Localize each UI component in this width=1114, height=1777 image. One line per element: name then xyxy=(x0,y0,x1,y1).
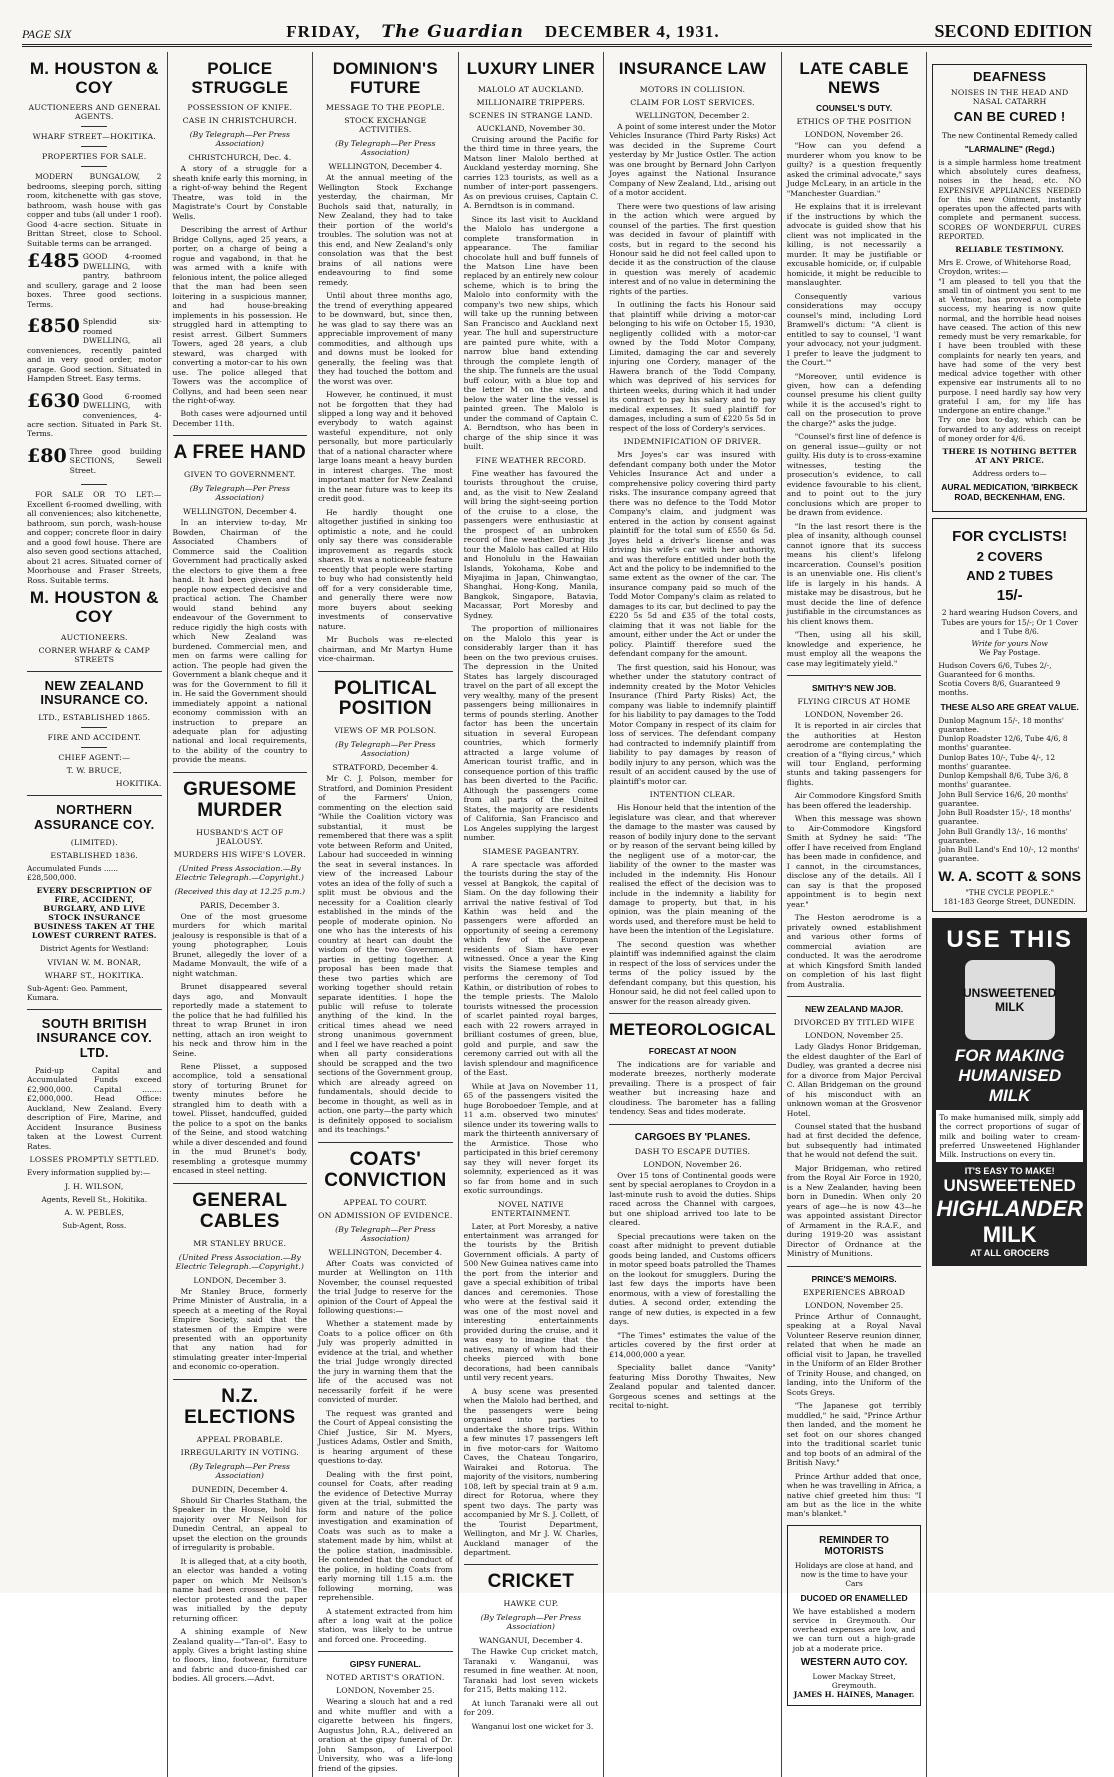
subhead: GIVEN TO GOVERNMENT. xyxy=(184,470,296,480)
article-paragraph: A rare spectacle was afforded the tourists during the stay of the vessel at Bangkok, the capital of Siam. On the day following their arrival the native festival of Tod Kathin was held and the passengers were afforded an opportunity of seeing a ceremony which few of the European residents of Siam have ever witnessed. Once a year the King visits the Siamese temples and performs the ceremony of Tod Kathin, or distribution of robes to the temple priests. The Malolo tourists witnessed the procession of scarlet painted royal barges, each with 22 rowers arrayed in brilliant costumes of green, blue, gold and purple, and saw the ceremony carried out with all the lavish splendour and magnificence of the East. xyxy=(463,859,599,1078)
column-3 xyxy=(313,52,459,1777)
ad-auctioneers: AUCTIONEERS AND GENERAL AGENTS. xyxy=(28,103,161,122)
divider xyxy=(464,1564,599,1565)
subhead: FINE WEATHER RECORD. xyxy=(475,455,587,465)
article-paragraph: The first question, said his Honour, was whether under the statutory contract of indemnity created by the Motor Vehicles Insurance (Third Party Risks) Act, the company was liable to indemnify plaintiff for his liability to pay damages to the Todd Motor Company in respect of its claim for loss of services. The defendant company had contracted to indemnify plaintiff from liability to pay damages by reason of bodily injury to any person, which was the result of an accident caused by the use of plaintiff's motor car. xyxy=(609,662,776,786)
headline-cricket: CRICKET xyxy=(487,1571,575,1593)
ad-houston-title: M. HOUSTON & COY xyxy=(29,59,159,97)
ad-nz-insurance: NEW ZEALAND INSURANCE CO. xyxy=(40,677,149,707)
price-485: £485 xyxy=(27,250,80,273)
article-paragraph: The indications are for variable and moderate breezes, northerly moderate prevailing. There is a prospect of fair weather but increasing haze and cloudiness. The barometer has a falling tendency. Seas and tides moderate. xyxy=(609,1060,776,1117)
milk-highlander: HIGHLANDER xyxy=(936,1196,1083,1222)
ad-properties: PROPERTIES FOR SALE. xyxy=(42,152,147,162)
article-paragraph: When this message was shown to Air-Commodore Kingsford Smith at Sydney he said: "The offer I have received from England has been made in confidence, and I cannot, in the circumstances, disclose any of the details. All I can say is that the proposed appointment is to begin next year." xyxy=(786,814,922,909)
divider xyxy=(318,1142,453,1143)
article-paragraph: There were two questions of law arising in the action which were argued by counsel of the parties. The first question was decided in favour of plaintiff with costs, but in regard to the second his Honour said he did not feel called upon to decide it as the construction of the clause in question was merely of academic interest and of no value in determining the rights of the parties. xyxy=(609,201,776,296)
divider xyxy=(173,772,308,773)
ad-deafness xyxy=(932,64,1087,512)
scott-address: 181-183 George Street, DUNEDIN. xyxy=(943,896,1076,906)
headline-political-position: POLITICAL POSITION xyxy=(333,677,437,720)
western-auto: WESTERN AUTO COY. xyxy=(800,1656,908,1668)
dateline: LONDON, November 26. xyxy=(643,1159,742,1169)
headline-meteorological: METEOROLOGICAL xyxy=(609,1020,776,1040)
divider xyxy=(318,671,453,672)
ad-northern-assurance: NORTHERN ASSURANCE COY. xyxy=(34,802,155,832)
price-list-item: Dunlop Bates 10/-, Tube 4/-, 12 months' guarantee. xyxy=(938,752,1056,771)
price-list-item: Dunlop Kempshall 8/6, Tube 3/6, 8 months' guarantee. xyxy=(938,771,1069,790)
article-paragraph: Over 15 tons of Continental goods were sent by special aeroplanes to Croydon in a last-minute rush to avoid the duties. Ships raced across the Channel with cargoes, but one shipload arrived too late to be cleared. xyxy=(609,1170,776,1228)
byline: (By Telegraph—Per Press Association) xyxy=(480,1613,582,1632)
subhead: MESSAGE TO THE PEOPLE. xyxy=(325,103,445,113)
subhead: ON ADMISSION OF EVIDENCE. xyxy=(318,1210,453,1220)
northern-wharf: WHARF ST., HOKITIKA. xyxy=(44,970,144,980)
article-paragraph: Counsel stated that the husband had at first decided the defence, but subsequently had intimated that he would not defend the suit. xyxy=(786,1122,922,1160)
divider xyxy=(81,166,107,167)
advertisement-tanol: A shining example of New Zealand quality—"Tan-ol". Easy to apply. Gives a bright lasting shine to floors, lino, footwear, furniture and fabric and duco-finished car bodies. All grocers.—Advt. xyxy=(172,1627,308,1684)
cyclists-price: 15/- xyxy=(996,587,1023,605)
milk-unsweetened: UNSWEETENED xyxy=(943,1176,1076,1196)
article-paragraph: Air Commodore Kingsford Smith has been offered the leadership. xyxy=(786,791,922,810)
south-british-wilson: J. H. WILSON, xyxy=(64,1181,124,1191)
dateline: LONDON, December 3. xyxy=(193,1275,287,1285)
article-paragraph: Since its last visit to Auckland the Malolo has undergone a complete transformation in appearance. The familiar chocolate hull and buff funnels of the Matson Line have been replaced by an entirely new colour scheme, which is to bring the Malolo into conformity with the company's two new ships, which will take up the running between San Francisco and Auckland next year. The hull and superstructure are painted pure white, with a narrow blue band extending through the complete length of the ship. The funnels are the usual buff colour, with a blue top and the letter M on the side, and below the water line the vessel is painted green. The Malolo is under the command of Captain C. A. Berndtson, who has been in charge of the ship since it was built. xyxy=(463,214,599,452)
edition-label: SECOND EDITION xyxy=(934,21,1092,41)
page-number: PAGE SIX xyxy=(22,27,72,41)
milk-for-making: FOR MAKING xyxy=(954,1046,1065,1066)
subhead: COUNSEL'S DUTY. xyxy=(815,103,893,114)
divider xyxy=(27,795,162,796)
divider xyxy=(81,747,107,748)
listing-bungalow: MODERN BUNGALOW, 2 bedrooms, sleeping porch, sitting room, kitchenette with gas stove, bathroom, wash house with gas copper and tubs (all under 1 roof). Good 4-acre section. Situate in Brittan Street, close to School. Suitable terms can be arranged. xyxy=(27,172,162,248)
northern-vivian: VIVIAN W. M. BONAR, xyxy=(47,957,142,967)
headline-insurance-law: INSURANCE LAW xyxy=(618,59,767,78)
article-paragraph: "Then, using all his skill, knowledge and experience, he must employ all the weapons the case may legitimately yield." xyxy=(786,630,922,668)
headline-general-cables: GENERAL CABLES xyxy=(192,1189,288,1232)
deafness-address-label: Address orders to— xyxy=(972,469,1047,479)
article-paragraph: A story of a struggle for a sheath knife early this morning, in a right-of-way behind the Regent Theatre, was told in the Magistrate's Court by Constable Wells. xyxy=(172,164,308,221)
cyclists-tubes: AND 2 TUBES xyxy=(966,568,1053,584)
headline-nz-elections: N.Z. ELECTIONS xyxy=(184,1385,296,1428)
reminder-title: REMINDER TO MOTORISTS xyxy=(819,1534,889,1557)
article-paragraph: Describing the arrest of Arthur Bridge Collyns, aged 25 years, a porter, on a charge of being a rogue and vagabond, in that he was armed with a knife with felonious intent, the police alleged that the man had been seen loitering in a suspicious manner, and had house-breaking implements in his possession. He struggled hard in attempting to resist arrest. Gilbert Summers Towers, aged 28 years, a club steward, was charged with converting a motor-car to his own use. The police alleged that Towers was the accomplice of Collyns, and had been seen near the right-of-way. xyxy=(172,225,308,405)
milk-word: MILK xyxy=(982,1222,1037,1248)
divider xyxy=(609,1013,776,1014)
northern-subagent: Sub-Agent: Geo. Pamment, Kumara. xyxy=(27,983,128,1002)
divider xyxy=(81,727,107,728)
milk-can-label: UNSWEETENED MILK xyxy=(962,986,1057,1015)
article-paragraph: In outlining the facts his Honour said that plaintiff while driving a motor-car belonging to his wife on October 15, 1930, negligently collided with a motor-car owned by the Todd Motor Company, Limited, damaging the car and severely injuring one Cordery, manager of the Hawera branch of the Todd Company, which was deprived of his services for thirteen weeks, during which it had under its contract to pay his salary and to pay medical expenses. It sued plaintiff for damages, including a sum of £220 5s 5d in respect of the loss of Cordery's services. xyxy=(609,300,776,433)
divider xyxy=(318,1651,453,1652)
article-paragraph: One of the most gruesome murders for which marital jealousy is responsible is that of a young photographer, Louis Brunet, allegedly the lover of a Madame Monvault, the wife of a night watchman. xyxy=(172,911,308,978)
issue-day: FRIDAY, xyxy=(286,22,361,41)
price-list-item: Dunlop Magnum 15/-, 18 months' guarantee. xyxy=(938,715,1064,734)
byline: (United Press Association.—By Electric Telegraph.—Copyright.) xyxy=(175,863,304,882)
article-paragraph: "Moreover, until evidence is given, how can a defending counsel presume his client guilty while it is the accused's right to call on the prosecution to prove the charge?" asks the judge. xyxy=(786,371,922,428)
ad-wharf: WHARF STREET—HOKITIKA. xyxy=(32,132,156,142)
subhead: ETHICS OF THE POSITION xyxy=(796,117,912,127)
dateline: CHRISTCHURCH, Dec. 4. xyxy=(188,153,292,163)
article-paragraph: Prince Arthur of Connaught, speaking at a Royal Naval Volunteer Reserve reunion dinner, related that when he made an official visit to Japan, he travelled in the Uniform of an Elder Brother of Trinity House, and changed, on landing, into the Uniform of the Scots Greys. xyxy=(786,1311,922,1397)
article-paragraph: Brunet disappeared several days ago, and Monvault reportedly made a statement to the police that he had fulfilled his threat to wrap Brunet in iron netting, attach an iron weight to his neck and throw him in the Seine. xyxy=(172,982,308,1058)
headline-coats-conviction: COATS' CONVICTION xyxy=(324,1148,447,1191)
listing-850 xyxy=(27,317,162,383)
column-6 xyxy=(782,52,928,1777)
scott-sons: W. A. SCOTT & SONS xyxy=(938,867,1081,884)
milk-humanised: HUMANISED MILK xyxy=(958,1066,1062,1106)
article-paragraph: A point of some interest under the Motor Vehicles Insurance (Third Party Risks) Act was decided in the Supreme Court yesterday by Mr Justice Ostler. The action was one brought by Bernard John Carlyon Joyes against the National Insurance Company of New Zealand, Ltd., arising out of a motor accident. xyxy=(609,121,776,198)
cyclists-title: FOR CYCLISTS! xyxy=(952,528,1068,546)
listing-for-sale: FOR SALE OR TO LET:—Excellent 6-roomed dwelling, with all conveniences; also kitchenette, bathroom, sun porch, wash-house and copper; concrete floor in dairy and a good fowl house. There are also seven good sections attached, about 21 acres. Situated corner of Moorhouse and Fraser Streets, Ross. Suitable terms. xyxy=(27,490,162,585)
article-paragraph: Wanganui lost one wicket for 3. xyxy=(471,1721,594,1731)
article-paragraph: "In the last resort there is the plea of insanity, although counsel cannot ignore that its success means his client's lifelong incarceration. Counsel's position is an unenviable one. His client's life is largely in his hands. A mistake may be disastrous, but he must decide the line of defence justifiable in the circumstances as his client knows them. xyxy=(786,521,922,626)
subhead: VIEWS OF MR POLSON. xyxy=(334,726,437,736)
subhead: INTENTION CLEAR. xyxy=(649,790,736,800)
cyclists-postage: We Pay Postage. xyxy=(979,648,1041,658)
scott-cycle-people: "THE CYCLE PEOPLE." xyxy=(965,887,1054,897)
northern-funds: Accumulated Funds ...... £28,500,000. xyxy=(27,863,118,883)
subhead: STOCK EXCHANGE ACTIVITIES. xyxy=(344,116,427,135)
byline: (By Telegraph—Per Press Association) xyxy=(335,1224,436,1243)
ad-south-british: SOUTH BRITISH INSURANCE COY. LTD. xyxy=(36,1016,152,1060)
subhead: NOVEL NATIVE ENTERTAINMENT. xyxy=(491,1199,571,1218)
deafness-title: DEAFNESS xyxy=(973,69,1047,84)
price-list-item: John Bull Service 16/6, 20 months' guarantee. xyxy=(938,789,1069,808)
divider xyxy=(81,484,107,485)
article-paragraph: The Heston aerodrome is a privately owned establishment and various other forms of commercial aviation are conducted. It was the aerodrome at which Kingsford Smith landed on completion of his last flight from Australia. xyxy=(786,913,922,989)
reminder-duco: DUCOED OR ENAMELLED xyxy=(800,1592,908,1603)
nz-ins-bruce: T. W. BRUCE, xyxy=(66,766,122,776)
headline-cargoes: CARGOES BY 'PLANES. xyxy=(634,1131,751,1143)
article-paragraph: At the annual meeting of the Wellington Stock Exchange yesterday, the chairman, Mr Buchols said that, naturally, in New Zealand, they had to take their portion of the world's troubles. The solution was not at this end, and New Zealand's only consolation was that the best brains of all nations were endeavouring to find some remedy. xyxy=(318,173,453,287)
article-paragraph: A statement extracted from him after a long wait at the police station, was likely to be untrue and forced one. Proceeding. xyxy=(318,1606,453,1644)
dateline: LONDON, November 26. xyxy=(804,130,904,140)
deafness-nothing-better: THERE IS NOTHING BETTER AT ANY PRICE. xyxy=(942,447,1077,466)
subhead: SIAMESE PAGEANTRY. xyxy=(482,846,580,856)
price-850: £850 xyxy=(27,315,80,338)
deafness-aural: AURAL MEDICATION, 'BIRKBECK ROAD, BECKENHAM, ENG. xyxy=(941,482,1079,503)
subhead: MILLIONAIRE TRIPPERS. xyxy=(476,97,586,107)
milk-instructions: To make humanised milk, simply add the correct proportions of sugar of milk and boiling water to cream-preferred Unsweetened Highlander Milk. Instructions on every tin. xyxy=(936,1110,1083,1162)
deafness-crowe: Mrs E. Crowe, of Whitehorse Road, Croydon, writes:— xyxy=(938,258,1072,277)
article-paragraph: However, he continued, it must not be forgotten that they had slipped a long way and it behoved everybody to watch against wasteful expenditure, not only personally, but more particularly that of a national character where large loans meant a heavy burden in interest charges. The most important matter for New Zealand in the near future was to keep its credit good. xyxy=(318,390,453,504)
deafness-new-remedy: The new Continental Remedy called xyxy=(941,130,1078,140)
subhead: DASH TO ESCAPE DUTIES. xyxy=(634,1146,751,1156)
article-paragraph: He hardly thought one altogether justified in sinking too optimistic a note, and he could only say there was considerable improvement as regards stock shares. It was a noticeable feature recently that people were starting to buy who had consistently held off for a very considerable time, and generally there were now more buyers about seeking investments of conservative nature. xyxy=(318,507,453,631)
article-paragraph: "How can you defend a murderer whom you know to be guilty? is a question frequently asked the criminal advocate," says Judge McLeary, in an article in the "Manchester Guardian." xyxy=(786,141,922,198)
dateline: WELLINGTON, December 2. xyxy=(635,110,750,120)
column-2 xyxy=(168,52,314,1777)
cyclists-also: THESE ALSO ARE GREAT VALUE. xyxy=(940,701,1079,712)
article-paragraph: Fine weather has favoured the tourists throughout the cruise, and, as the visit to New Zealand will bring the sight-seeing portion of the cruise to a close, the passengers were enthusiastic at the prospect of an unbroken record of fine weather. During its tour the Malolo has called at Hilo and Honolulu in the Hawaiian Islands, Yokohama, Kobe and Miyajima in Japan, Chinwangtao, Shanghai, Hong-Kong, Manila, Bangkok, Singapore, Batavia, Macassar, Port Moresby and Sydney. xyxy=(463,468,599,620)
article-paragraph: It is reported in air circles that the authorities at Heston aerodrome are contemplating the creation of a "flying circus," which will tour England, performing stunts and taking passengers for flights. xyxy=(786,721,922,787)
price-list-item: John Bull Land's End 10/-, 12 months' guarantee. xyxy=(938,845,1080,864)
byline: (By Telegraph—Per Press Association) xyxy=(335,740,436,759)
milk-use-this: USE THIS xyxy=(946,926,1073,954)
subhead: FLYING CIRCUS AT HOME xyxy=(797,697,911,707)
subhead: IRREGULARITY IN VOTING. xyxy=(180,1447,299,1457)
byline: (By Telegraph—Per Press Association) xyxy=(189,1461,291,1480)
subhead: APPEAL TO COURT. xyxy=(343,1197,428,1207)
ad-houston-title-2: M. HOUSTON & COY xyxy=(29,588,159,626)
article-paragraph: Mr Buchols was re-elected chairman, and Mr Martyn Hume vice-chairman. xyxy=(318,635,453,664)
byline: (By Telegraph—Per Press Association) xyxy=(189,484,291,503)
divider xyxy=(27,1009,162,1010)
headline-late-cable-news: LATE CABLE NEWS xyxy=(799,59,909,97)
listing-485 xyxy=(27,252,162,309)
divider xyxy=(81,146,107,147)
nz-ins-established: LTD., ESTABLISHED 1865. xyxy=(38,713,151,723)
byline: (By Telegraph—Per Press Association) xyxy=(189,130,291,149)
listing-630 xyxy=(27,389,162,439)
article-paragraph: The request was granted and the Court of Appeal consisting the Chief Justice, Sir M. Myers, Justices Adams, Ostler and Smith, is hearing argument of these questions to-day. xyxy=(318,1408,453,1466)
subhead: EXPERIENCES ABROAD xyxy=(802,1287,906,1297)
dateline: WELLINGTON, December 4. xyxy=(328,1247,443,1257)
reminder-body: Holidays are close at hand, and now is the time to have your Cars xyxy=(794,1560,914,1589)
subhead: CASE IN CHRISTCHURCH. xyxy=(182,116,297,126)
dateline: PARIS, December 3. xyxy=(199,900,280,910)
south-british-pebles: A. W. PEBLES, xyxy=(64,1207,125,1217)
article-paragraph: Consequently various considerations may occupy counsel's mind, including Lord Bramwell's dictum: "A client is entitled to say to counsel, 'I want your advocacy, not your judgment. I prefer to leave the judgment to the Court.'" xyxy=(786,291,922,368)
deafness-cured: CAN BE CURED ! xyxy=(953,109,1066,125)
ad-for-cyclists xyxy=(932,518,1087,912)
cyclists-hudson-covers: Hudson Covers 6/6, Tubes 2/-, Guaranteed for 6 months. xyxy=(938,660,1052,679)
divider xyxy=(173,1379,308,1380)
subhead: APPEAL PROBABLE. xyxy=(196,1434,283,1444)
subhead: MURDERS HIS WIFE'S LOVER. xyxy=(173,849,306,859)
milk-can-icon xyxy=(962,960,1057,1040)
price-list-item: Dunlop Roadster 12/6, Tube 4/6, 8 months' guarantee. xyxy=(938,734,1068,753)
northern-established: ESTABLISHED 1836. xyxy=(50,850,139,860)
cyclists-scotia: Scotia Covers 8/6, Guaranteed 9 months. xyxy=(938,679,1061,698)
divider xyxy=(787,675,922,676)
divider xyxy=(787,996,922,997)
article-paragraph: Major Bridgeman, who retired from the Royal Air Force in 1920, is a New Zealander, having been born in Dunedin. When only 20 years of age—he is now 43—he was appointed assistant Director of Armament in the R.A.F., and during 1919-20 was assistant Director of Ordnance at the Ministry of Munitions. xyxy=(786,1163,922,1259)
milk-easy: IT'S EASY TO MAKE! xyxy=(964,1166,1055,1177)
article-paragraph: After Coats was convicted of murder at Wellington on 11th November, the counsel requested the trial Judge to reserve for the opinion of the Court of Appeal the following questions:— xyxy=(318,1258,453,1315)
northern-description: EVERY DESCRIPTION OF FIRE, ACCIDENT, BURGLARY, AND LIVE STOCK INSURANCE BUSINESS TAKEN AT THE LOWEST CURRENT RATES. xyxy=(31,886,157,941)
article-paragraph: His Honour held that the intention of the legislature was clear, and that wherever the damage to the master was caused by reason of bodily injury done to the servant or by reason of the servant being killed by the negligent use of a motor-car, the liability of the owner to the master was included in the indemnity. His Honour realised the effect of the decision was to include in the indemnity a liability for damage to property, but that, in his opinion, was the plain meaning of the words used, and therefore must be held to have been the intention of the Legislature. xyxy=(609,803,776,936)
column-7 xyxy=(927,52,1092,1777)
paper-name: The Guardian xyxy=(381,22,524,42)
article-paragraph: Special precautions were taken on the coast after midnight to prevent dutiable goods being landed, and Customs officers in motor speed boats patrolled the Thames on the lookout for smugglers. During the last few days the imports have been enormous, with a view of forestalling the duties. A second order, extending the range of new duties, is expected in a few days. xyxy=(609,1231,776,1327)
column-4 xyxy=(459,52,605,1777)
deafness-try: Try one box to-day, which can be forwarded to any address on receipt of money order for 4/6. xyxy=(938,415,1081,443)
subhead: HAWKE CUP. xyxy=(503,1599,559,1609)
listing-80-text: Three good building SECTIONS, Sewell Street. xyxy=(69,446,162,475)
subhead: POSSESSION OF KNIFE. xyxy=(187,103,293,113)
dateline: WELLINGTON, December 4. xyxy=(183,507,297,517)
article-paragraph: A busy scene was presented when the Malolo had berthed, and the passengers were being organised into parties to undertake the shore trips. Within a few minutes 17 passengers left in five motor-cars for Waitomo Caves, the Chateau Tongariro, Wairakei and Rotorua. The majority of the visitors, numbering 108, left by special train at 9 a.m. direct for Rotorua, where they spent two days. The party was accompanied by Mr S. J. Collett, of the Tourist Department, Wellington, and Mr J. W. Charles, Auckland manager of the department. xyxy=(463,1386,599,1557)
cyclists-hudson: 2 hard wearing Hudson Covers, and Tubes are yours for 15/-; Or 1 Cover and 1 Tube 8/6. xyxy=(941,608,1078,636)
price-80: £80 xyxy=(27,444,67,467)
column-1 xyxy=(22,52,168,1777)
headline-dominions-future: DOMINION'S FUTURE xyxy=(332,59,438,97)
deafness-simple: is a simple harmless home treatment which absolutely cures deafness, noises in the head, etc. NO EXPENSIVE APPLIANCES NEEDED for this new Ointment, instantly operates upon the affected parts with complete and permanent success. SCORES OF WONDERFUL CURES REPORTED. xyxy=(938,157,1081,241)
article-paragraph: Both cases were adjourned until December 11th. xyxy=(172,409,308,428)
divider xyxy=(27,671,162,672)
south-british-subross: Sub-Agent, Ross. xyxy=(62,1220,127,1230)
divider xyxy=(787,1266,922,1267)
article-paragraph: "The Times" estimates the value of the articles covered by the first order at £14,000,000 a year. xyxy=(609,1330,776,1359)
dateline: LONDON, November 25. xyxy=(336,1686,435,1696)
subhead: MR STANLEY BRUCE. xyxy=(193,1238,287,1248)
issue-line xyxy=(286,22,719,42)
issue-date: DECEMBER 4, 1931. xyxy=(544,22,720,41)
northern-district: District Agents for Westland: xyxy=(39,944,149,954)
subhead: MALOLO AT AUCKLAND. xyxy=(477,84,584,94)
headline-free-hand: A FREE HAND xyxy=(173,442,307,464)
south-british-losses: LOSSES PROMPTLY SETTLED. xyxy=(29,1155,160,1165)
byline: (United Press Association.—By Electric Telegraph.—Copyright.) xyxy=(175,1252,304,1271)
divider xyxy=(609,1124,776,1125)
article-paragraph: Prince Arthur added that once, when he was travelling in Africa, a native chief greeted him thus: "I am but as the lice in the white man's blanket." xyxy=(786,1471,922,1519)
article-paragraph: The second question was whether plaintiff was indemnified against the claim in respect of the loss of services under the terms of the policy issued by the defendant company, but this question, his Honour said, he did not feel called upon to answer for the reason already given. xyxy=(609,939,776,1006)
article-paragraph: Speciality ballet dance "Vanity" featuring Miss Dorothy Thwaites, New Zealand popular and talented dancer. Gorgeous scenes and settings at the recital to-night. xyxy=(609,1363,776,1411)
dateline: LONDON, November 26. xyxy=(804,710,904,720)
article-paragraph: Mrs Joyes's car was insured with defendant company both under the Motor Vehicles Insurance Act and under a comprehensive policy covering third party risks. The insurance company agreed that there was no defence to the Todd Motor Company's claim, and judgment was entered in the action by consent against plaintiff for the total sum of £550 6s 5d. Joyes held a driver's license and was driving his wife's car with her authority, and was therefore entitled under both the Act and the policy to be indemnified to the same extent as the owner of the car. The insurance company paid so much of the Todd Motor Company's claim as related to damages to its car, but declined to pay the £220 5s 5d and £35 of the total costs, claiming that it was not liable for the amount, either under the Act or under the policy. Plaintiff therefore sued the defendant company for the amount. xyxy=(609,450,776,659)
article-paragraph: Lady Gladys Honor Bridgeman, the eldest daughter of the Earl of Dudley, was granted a decree nisi for a divorce from Major Percival C. Allan Bridgeman on the ground of his misconduct with an unknown woman at the Grosvenor Hotel. xyxy=(786,1042,922,1118)
column-5 xyxy=(604,52,782,1777)
subhead: HUSBAND'S ACT OF JEALOUSY. xyxy=(196,827,284,846)
dateline: LONDON, November 25. xyxy=(804,1300,904,1310)
article-paragraph: "Counsel's first line of defence is on general issue—guilty or not guilty. His duty is to cross-examine witnesses, testing the prosecution's evidence, to call evidence favourable to his client, and to point out to the jury conclusions which are proper to be drawn from evidence. xyxy=(786,432,922,518)
article-paragraph: The proportion of millionaires on the Malolo this year is considerably larger than it has been on the two previous cruises. The depression in the United States has largely discouraged travel on the part of all except the very wealthy, many of the present passengers being millionaires in terms of pounds sterling. Another factor has been the uncertain situation in several European countries, which formerly attracted a large volume of American tourist traffic, and in consequence portion of this traffic has been diverted to the Pacific. Although the passengers come from all parts of the United States, the majority are residents of California, San Francisco and Los Angeles supplying the largest number. xyxy=(463,624,599,843)
headline-smithys-new-job: SMITHY'S NEW JOB. xyxy=(811,683,897,694)
divider xyxy=(173,435,308,436)
dateline: WANGANUI, December 4. xyxy=(478,1636,583,1646)
article-paragraph: Mr C. J. Polson, member for Stratford, and Dominion President of the Farmers' Union, commenting on the election said "While the Coalition victory was substantial, it must be remembered that there was a split vote between Reform and United, Labour had succeeded in winning the seat in several instances. In view of the increased Labour votes an idea of the folly of such a split must be obvious and the necessity for a Coalition clearly established in the minds of the people of moderate opinion. No one who has the interests of his country at heart can doubt the wisdom of the two Government parties in getting together. A proposal has been made that these two parties which are working together should retain separate identities. I hope the public will refuse to tolerate anything of the kind. In the critical times ahead we need strong unanimous government and I feel we have reached a point when all party considerations should be scrapped and the two sections of the Government group, which are already agreed on fundamentals, should decide to become in thought, as well as in action, one party—the party which is definitely opposed to socialism and its teachings." xyxy=(318,774,453,1135)
headline-luxury-liner: LUXURY LINER xyxy=(466,59,596,78)
article-paragraph: Rene Plisset, a supposed accomplice, told a sensational story of torturing Brunet for twenty minutes before he strangled him to death with a towel. Plisset, handcuffed, guided the police to a spot on the banks of the Seine, and stood watching while a diver descended and found in the mud Brunet's body, resembling a grotesque mummy encased in steel netting. xyxy=(172,1061,308,1176)
south-british-agents: Agents, Revell St., Hokitika. xyxy=(41,1194,148,1204)
article-paragraph: "The Japanese got terribly muddled," he said, "Prince Arthur then landed, and the moment he set foot on our shores changed into the traditional scarlet tunic and top boots of an admiral of the British Navy." xyxy=(786,1401,922,1468)
byline: (By Telegraph—Per Press Association) xyxy=(335,139,436,158)
south-british-details: Paid-up Capital and Accumulated Funds exceed £2,900,000. Capital ........ £2,000,000. Head Office: Auckland, New Zealand. Every description of Fire, Marine, and Accident Insurance Business taken at the Lowest Current Rates. xyxy=(27,1065,162,1151)
dateline: STRATFORD, December 4. xyxy=(332,763,439,773)
listing-80 xyxy=(27,444,162,475)
dateline: WELLINGTON, December 4. xyxy=(328,162,443,172)
headline-gruesome-murder: GRUESOME MURDER xyxy=(183,778,297,821)
subhead: FORECAST AT NOON xyxy=(648,1046,737,1056)
listing-485-text: GOOD 4-roomed DWELLING, with pantry, bathroom and scullery, garage and 2 loose boxes. Three good sections. Terms. xyxy=(27,252,162,309)
subhead: MOTORS IN COLLISION. xyxy=(639,84,746,94)
ad-auctioneers-2: AUCTIONEERS. xyxy=(60,632,128,642)
masthead xyxy=(22,20,1092,42)
masthead-rule xyxy=(22,44,1092,47)
headline-princes-memoirs: PRINCE'S MEMOIRS. xyxy=(811,1273,897,1284)
ad-reminder-motorists xyxy=(787,1525,922,1706)
article-paragraph: The Hawke Cup cricket match, Taranaki v. Wanganui, was resumed in fine weather. At noon, Taranaki had lost seven wickets for 215, Betts making 112. xyxy=(463,1647,599,1695)
nz-ins-fire: FIRE AND ACCIDENT. xyxy=(47,733,141,743)
dateline: AUCKLAND, November 30. xyxy=(476,123,586,133)
received-line: (Received this day at 12.25 p.m.) xyxy=(174,886,306,896)
article-paragraph: Later, at Port Moresby, a native entertainment was arranged for the tourists by the British Government officials. A party of 500 New Guinea natives came into the port from the interior and gave a special exhibition of tribal dances and ceremonies. Those who were at the festival said it was one of the most novel and interesting entertainments provided during the cruise, and it was easy to imagine that the natives, many of whom had their cheeks pierced with bone decorations, had been cannibals until very recent years. xyxy=(463,1221,599,1383)
headline-gipsy-funeral: GIPSY FUNERAL. xyxy=(349,1659,421,1670)
south-british-info: Every information supplied by:— xyxy=(27,1168,151,1178)
price-630: £630 xyxy=(27,389,80,412)
cyclists-write: Write for yours Now xyxy=(971,639,1048,649)
subhead: CLAIM FOR LOST SERVICES. xyxy=(630,97,755,107)
deafness-noises: NOISES IN THE HEAD AND NASAL CATARRH xyxy=(950,88,1069,107)
western-manager: JAMES H. HAINES, Manager. xyxy=(793,1690,915,1700)
nz-ins-chief: CHIEF AGENT:— xyxy=(58,753,131,763)
subhead: SCENES IN STRANGE LAND. xyxy=(469,110,593,120)
nz-ins-hokitika: HOKITIKA. xyxy=(115,779,162,789)
northern-limited: (LIMITED). xyxy=(70,837,118,847)
headline-police-struggle: POLICE STRUGGLE xyxy=(191,59,289,97)
listing-850-text: Splendid six-roomed DWELLING, all conveniences, recently painted and in very good order, motor garage. Good section. Situated in Hampden Street. Easy terms. xyxy=(27,317,162,384)
article-paragraph: He explains that it is irrelevant if the instructions by which the advocate is guided show that his client was not implicated in the killing, is not necessarily a murder. It may be justifiable or excusable homicide, or, if culpable homicide, it might be reducible to manslaughter. xyxy=(786,202,922,288)
article-paragraph: Should Sir Charles Statham, the Speaker in the House, hold his majority over Mr Neilson for Dunedin Central, an appeal to upset the election on the grounds of irregularity is probable. xyxy=(172,1495,308,1553)
article-paragraph: Until about three months ago, the trend of everything appeared to be downward, but, since then, he was glad to say there was an appreciable improvement of many commodities, and although ups and downs must be looked for generally, the feeling was that they had touched the bottom and the worst was over. xyxy=(318,291,453,386)
ad-highlander-milk xyxy=(932,918,1087,1266)
divider xyxy=(173,1183,308,1184)
subhead: INDEMNIFICATION OF DRIVER. xyxy=(623,437,762,447)
article-paragraph: Dealing with the first point, counsel for Coats, after reading the evidence of Detective Murray given at the trial, submitted the form and nature of the police investigation and examination of Coats was such as to make a statement made by him, whilst at the police station, inadmissible. He contended that the conduct of the police, in holding Coats from early morning till 1.15 a.m. the following morning, was reprehensible. xyxy=(318,1469,453,1603)
price-list-item: John Bull Roadster 15/-, 18 months' guarantee. xyxy=(938,808,1072,827)
cyclists-covers: 2 COVERS xyxy=(976,549,1043,565)
dateline: DUNEDIN, December 4. xyxy=(191,1484,289,1494)
subhead: DIVORCED BY TITLED WIFE xyxy=(793,1018,915,1028)
article-paragraph: While at Java on November 11, 65 of the passengers visited the huge Boroboedoer Temple, and at 11 a.m. observed two minutes' silence under its towering walls to mark the thirteenth anniversary of the Armistice. Those who participated in this brief ceremony say they will never forget its solemnity, experienced as it was so far from home and in such exotic surroundings. xyxy=(463,1081,599,1196)
article-paragraph: At lunch Taranaki were all out for 209. xyxy=(463,1698,599,1718)
western-address: Lower Mackay Street, Greymouth. xyxy=(812,1671,896,1691)
dateline: LONDON, November 25. xyxy=(804,1031,904,1041)
article-paragraph: In an interview to-day, Mr Bowden, Chairman of the Associated Chambers of Commerce said the Coalition Government had practically asked the electors to give them a free hand. It had been given and the people now expected decisive and practical action. The Chamber would stand behind any endeavour of the Government to reduce rigidly the high costs with which New Zealand was burdened. Commercial men, and men on farms were calling for action. The people had given the Government a blank cheque and it was for the Government to fill it in. He said the Government should immediately appoint a national economy commission with an instruction to prepare an adequate plan for adjusting national and local requirements, to the ability of the country to provide the means. xyxy=(172,518,308,765)
deafness-reliable: RELIABLE TESTIMONY. xyxy=(955,245,1065,255)
reminder-text: We have established a modern service in Greymouth. Our overhead expenses are low, and we can turn out a high-grade job at a moderate price. xyxy=(792,1606,916,1653)
article-paragraph: Cruising around the Pacific for the third time in three years, the Matson liner Malolo berthed at Auckland yesterday morning. She carries 123 tourists, as well as a number of inter-port passengers. As on previous cruises, Captain C. A. Berndtson is in command. xyxy=(463,134,599,211)
deafness-quote: "I am pleased to tell you that the small tin of ointment you sent to me at Ventnor, has proved a complete success, my hearing is now quite normal, and the horrible head noises have ceased. The action of this new remedy must be very remarkable, for I have been troubled with these complaints for nearly ten years, and have had some of the very best medical advice together with other expensive ear instruments all to no purpose. I need hardly say how very grateful I am, for my life has undergone an entire change." xyxy=(938,276,1081,416)
article-paragraph: Wearing a slouch hat and a red and white muffler and with a cigarette between his fingers, Augustus John, R.A., delivered an oration at the gipsy funeral of Dr. John Sampson, of Liverpool University, who was a life-long friend of the gipsies. xyxy=(318,1697,453,1773)
article-paragraph: It is alleged that, at a city booth, an elector was handed a voting paper on which Mr Neilson's name had been crossed out. The elector protested and the paper was initialled by the deputy returning officer. xyxy=(172,1556,308,1623)
article-paragraph: Mr Stanley Bruce, formerly Prime Minister of Australia, in a speech at a meeting of the Royal Empire Society, said that the statesmen of the Empire were presented with an opportunity that any nation had for stimulating greater inter-Imperial and economic co-operation. xyxy=(172,1286,308,1372)
article-paragraph: Whether a statement made by Coats to a police officer on 6th July was properly admitted in evidence at the trial, and whether the trial Judge wrongly directed the jury in warning them that the life of the accused was not necessarily forfeit if he were convicted of murder. xyxy=(318,1319,453,1405)
subhead: NOTED ARTIST'S ORATION. xyxy=(326,1673,445,1683)
headline-nz-major: NEW ZEALAND MAJOR. xyxy=(804,1004,904,1015)
price-list-item: John Bull Grandly 13/-, 16 months' guarantee. xyxy=(938,826,1068,845)
ad-corner: CORNER WHARF & CAMP STREETS xyxy=(38,645,150,664)
listing-630-text: Good 6-roomed DWELLING, with conveniences, 4-acre section. Situated in Park St. Terms. xyxy=(27,391,162,439)
milk-grocers: AT ALL GROCERS xyxy=(970,1248,1050,1259)
divider xyxy=(81,126,107,127)
columns xyxy=(22,52,1092,1773)
deafness-larmaline: "LARMALINE" (Regd.) xyxy=(964,143,1055,154)
